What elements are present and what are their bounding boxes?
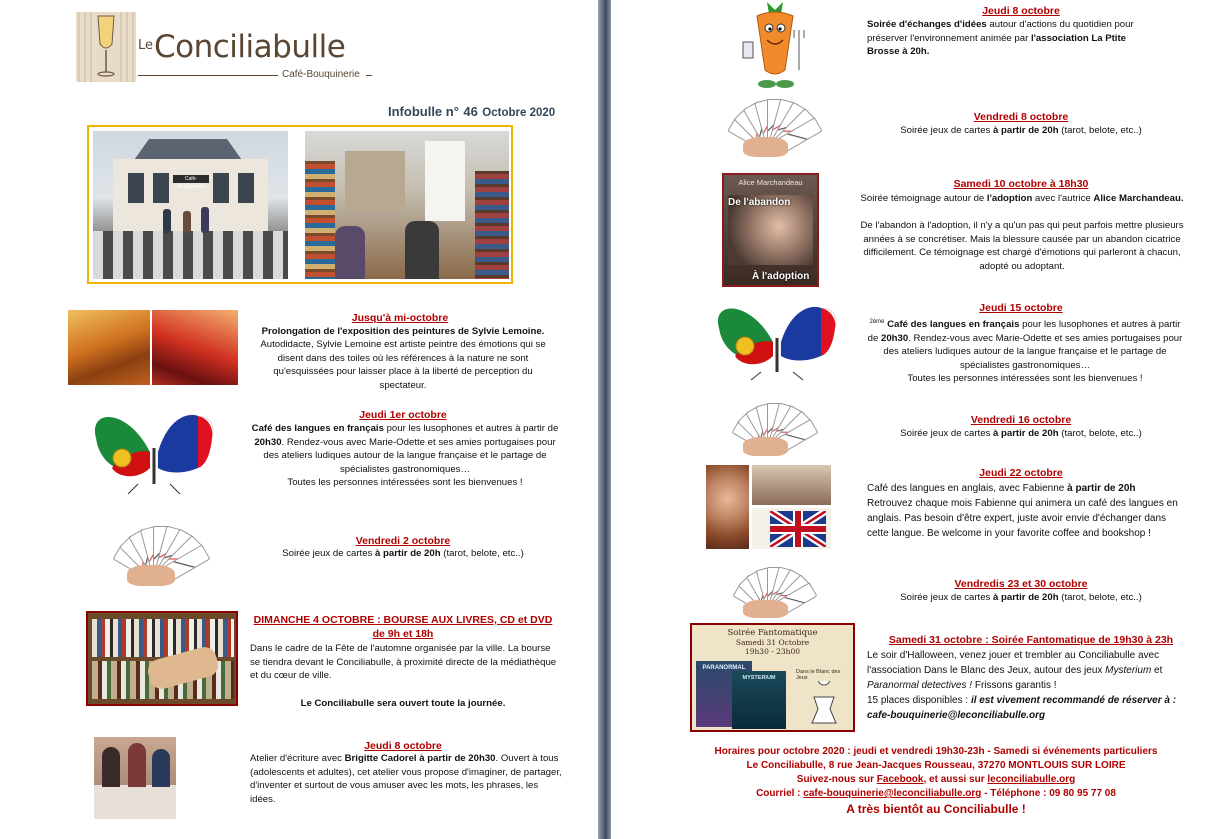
event-body: Café des langues en français pour les lusophones et autres à partir de 20h30. Rendez-vous avec Marie-Odette et ses amies portugaises pour des ateliers ludiques autour de la langue française et le partage de spécialistes gastronomiques… Toutes les personnes intéressées sont les bienvenues !: [251, 423, 559, 488]
event-title: DIMANCHE 4 OCTOBRE : BOURSE AUX LIVRES, CD et DVD: [253, 614, 553, 626]
footer-contact: Courriel : cafe-bouquinerie@leconciliabulle.org - Téléphone : 09 80 95 77 08: [756, 788, 1116, 799]
event-body: Atelier d'écriture avec Brigitte Cadorel à partir de 20h30. Ouvert à tous (adolescents et adultes), cet atelier vous propose d'imaginer, de partager, d'inventer et surtout de vous amuser avec les mots, les phrases, les idées.: [250, 753, 562, 805]
logo-name: Conciliabulle: [154, 29, 346, 65]
event-title: Jeudi 8 octobre: [982, 5, 1060, 17]
footer-hours: Horaires pour octobre 2020 : jeudi et vendredi 19h30-23h - Samedi si événements particuliers: [714, 746, 1158, 757]
event-body: Dans le cadre de la Fête de l'automne organisée par la ville. La bourse se tiendra devant le Conciliabulle, à proximité directe de la médiathèque et du cœur de ville.: [250, 643, 557, 681]
event-title: Vendredi 2 octobre: [355, 535, 451, 547]
event-title: Samedi 10 octobre à 18h30: [953, 178, 1089, 190]
event-body: Retrouvez chaque mois Fabienne qui animera un café des langues en anglais. Pas besoin d'être expert, juste avoir envie d'échanger dans cette langue. Be welcome in your favorite coffee and bookshop !: [867, 498, 1178, 539]
poster-time: 19h30 - 23h00: [744, 647, 801, 656]
website-link[interactable]: leconciliabulle.org: [987, 774, 1076, 785]
cafe-facade-photo: [93, 131, 288, 279]
butterfly-flags-image: [88, 408, 220, 496]
champagne-glass-icon: [76, 12, 136, 82]
left-page: [0, 0, 598, 839]
event-lead: Soirée témoignage autour de l'adoption avec l'autrice Alice Marchandeau.: [860, 193, 1184, 204]
event-title: Samedi 31 octobre : Soirée Fantomatique de 19h30 à 23h: [888, 634, 1174, 646]
event-bold: Café des langues en français: [251, 423, 384, 434]
event-body: $^{2ème}$ Café des langues en français pour les lusophones et autres à partir de 20h30. Rendez-vous avec Marie-Odette et ses amies portugaises pour des ateliers ludiques autour de la langue française et le partage de spécialistes gastronomiques… Toutes les personnes intéressées sont les bienvenues !: [867, 319, 1183, 385]
paintings-photo: [68, 310, 238, 385]
poster-assoc: Dans le Blanc des Jeux: [796, 669, 841, 681]
page-gutter: [598, 0, 611, 839]
footer-closing: A très bientôt au Conciliabulle !: [846, 802, 1026, 816]
book-author: Alice Marchandeau: [738, 178, 803, 187]
uk-flag-mug-icon: [770, 511, 826, 547]
cafe-sign: Café-Bouquinerie: [173, 175, 209, 183]
logo: [76, 12, 376, 87]
writing-workshop-photo: [94, 737, 176, 819]
event-title: Jusqu'à mi-octobre: [351, 312, 449, 324]
meeple-icon: [802, 681, 846, 727]
event-title: Vendredis 23 et 30 octobre: [954, 578, 1088, 590]
carrot-mascot-icon: [739, 0, 811, 92]
event-title: Jeudi 1er octobre: [359, 409, 447, 421]
book-cover-image: [722, 173, 819, 287]
footer-social: Suivez-nous sur Facebook, et aussi sur leconciliabulle.org: [796, 774, 1076, 785]
event-body: Soirée jeux de cartes à partir de 20h (tarot, belote, etc..): [282, 548, 524, 559]
butterfly-flags-image: [711, 300, 843, 382]
event-body: De l'abandon à l'adoption, il n'y a qu'un pas qui peut parfois mettre plusieurs années à se concrétiser. Mais la blessure causée par un abandon cicatrice difficilement. Ce témoignage est chargé d'émotions qui parleront à chacun, adopté ou adoptant.: [860, 220, 1184, 272]
poster-date: Samedi 31 Octobre: [735, 638, 810, 647]
issue-label: Infobulle n°: [388, 104, 459, 119]
halloween-poster: [690, 623, 855, 732]
footer-address: Le Conciliabulle, 8 rue Jean-Jacques Rousseau, 37270 MONTLOUIS SUR LOIRE: [746, 760, 1126, 771]
bookshelf-photo: [86, 611, 238, 706]
issue-month: Octobre 2020: [482, 107, 556, 119]
hand: [127, 565, 175, 586]
playing-cards-image: [725, 95, 825, 163]
hand: [743, 437, 788, 456]
logo-le: Le: [138, 38, 154, 53]
event-title: Vendredi 16 octobre: [970, 414, 1072, 426]
event-title: Vendredi 8 octobre: [973, 111, 1069, 123]
facebook-link[interactable]: Facebook: [876, 774, 924, 785]
event-title: Jeudi 15 octobre: [979, 302, 1063, 314]
playing-cards-image: [108, 522, 214, 592]
footer: [681, 745, 1191, 818]
event-body: Soirée jeux de cartes à partir de 20h (tarot, belote, etc..): [900, 125, 1142, 136]
event-body: Soirée jeux de cartes à partir de 20h (tarot, belote, etc..): [900, 428, 1142, 439]
game-box-paranormal: PARANORMAL: [696, 661, 752, 727]
cafe-interior-photo: [305, 131, 509, 279]
event-title: Jeudi 8 octobre: [364, 740, 442, 752]
event-lead: Café des langues en anglais, avec Fabienne à partir de 20h: [867, 483, 1136, 494]
event-body: Le soir d'Halloween, venez jouer et trembler au Conciliabulle avec l'association Dans le Blanc des Jeux, autour des jeux Mysterium et Paranormal detectives ! Frissons garantis ! 15 places disponibles : il est vivement recommandé de réserver à : cafe-bouquinerie@leconciliabulle.org: [867, 650, 1177, 721]
book-title-2: À l'adoption: [752, 271, 810, 282]
playing-cards-image: [725, 399, 825, 461]
hand: [743, 137, 788, 157]
event-closing: Le Conciliabulle sera ouvert toute la journée.: [300, 698, 506, 709]
header-photo-frame: [87, 125, 513, 284]
issue-number: 46: [463, 104, 478, 119]
event-headline: Prolongation de l'exposition des peintures de Sylvie Lemoine.: [261, 326, 545, 337]
event-body: Autodidacte, Sylvie Lemoine est artiste peintre des émotions qui se disent dans des toiles où les références à la nature ne sont qu'esquissées pour laisser place à la liberté de perception du spectateur.: [260, 339, 546, 391]
playing-cards-image: [725, 563, 825, 623]
email-link[interactable]: cafe-bouquinerie@leconciliabulle.org: [803, 788, 982, 799]
book-title-1: De l'abandon: [728, 197, 791, 208]
issue-line: [388, 103, 555, 121]
event-title-line2: de 9h et 18h: [372, 628, 434, 640]
right-page[interactable]: [611, 0, 1205, 839]
event-body: Soirée d'échanges d'idées autour d'actions du quotidien pour préserver l'environnement animée par l'association La Ptite Brosse à 20h.: [867, 19, 1134, 57]
logo-subtitle: Café-Bouquinerie: [282, 69, 360, 80]
poster-title: Soirée Fantomatique: [727, 628, 818, 638]
hand: [743, 600, 788, 618]
english-cafe-collage: [706, 465, 831, 549]
game-box-mysterium: MYSTERIUM: [732, 671, 786, 729]
event-title: Jeudi 22 octobre: [979, 467, 1063, 479]
event-body: Soirée jeux de cartes à partir de 20h (tarot, belote, etc..): [900, 592, 1142, 603]
